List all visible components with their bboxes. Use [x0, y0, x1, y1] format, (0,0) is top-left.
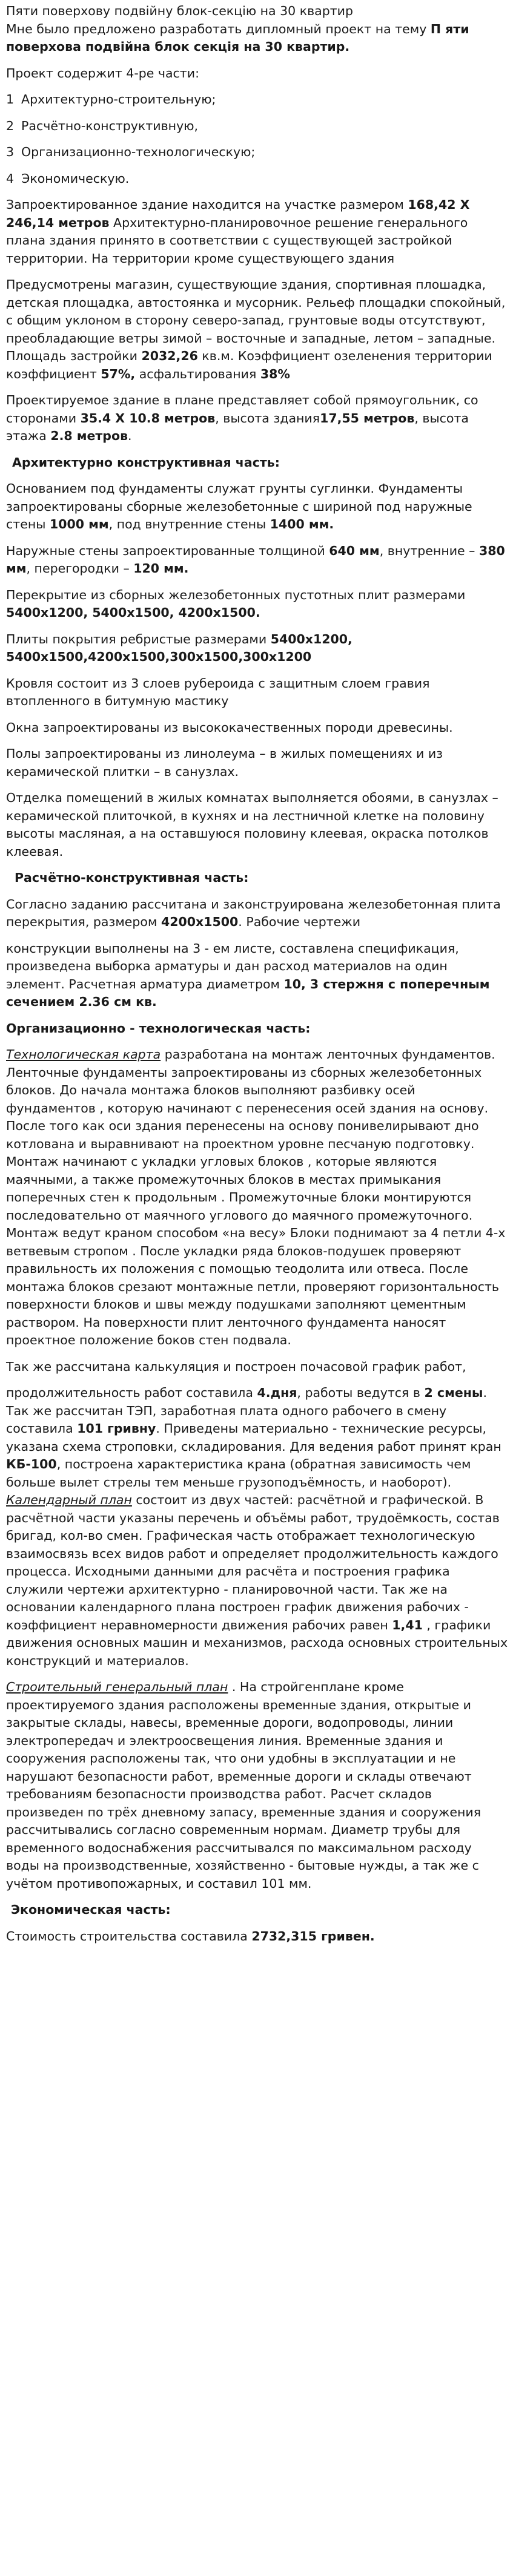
built-area-value: 2032,26: [141, 349, 198, 363]
arch-paragraph-7: Полы запроектированы из линолеума – в жилых помещениях и из керамической плитки – в санузлах.: [6, 746, 443, 779]
text-run: асфальтирования: [135, 366, 260, 381]
duration-value: 4.дня: [257, 1385, 297, 1400]
text-run: , высота здания: [215, 410, 320, 426]
text-run: Предусмотрены магазин, существующие здания, спортивная плошадка, детская площадка, автостоянка и мусорник. Рельеф площадки спокойный, с общим уклоном в сторону северо-запад, грунтовые воды отсутствуют, преобладающие ветры зимой – восточные и западные, летом – западные. Площадь застройки: [6, 277, 506, 363]
site-paragraph-2: [6, 276, 508, 383]
section-heading-calculation: Расчётно-конструктивная часть:: [15, 870, 249, 885]
intro-topic-bold: П яти поверхова подвійна блок секція на 30 квартир.: [6, 21, 469, 54]
arch-paragraph-1: [6, 480, 508, 534]
parts-list-label: Организационно-технологическую;: [21, 145, 256, 159]
parts-list-item: [6, 117, 508, 136]
intro-topic-text: Мне было предложено разработать дипломный проект на тему: [6, 21, 431, 36]
text-run: . На стройгенплане кроме проектируемого здания расположены временные здания, открытые и закрытые склады, навесы, временные дороги, водопроводы, линии электропередач и электроосвещения линия. Временные здания и сооружения расположены так, что они удобны в эксплуатации и не нарушают безопасности работ, временные дороги и склады отвечают требованиям безопасности производства работ. Расчет складов произведен по трёх дневному запасу, временные здания и сооружения рассчитывались согласно современным нормам. Диаметр трубы для временного водоснабжения рассчитывался по максимальном расходу воды на производственные, хозяйственно - бытовые нужды, а так же с учётом противопожарных, и составил 101 мм.: [6, 1680, 482, 1891]
parts-list-num: 3: [6, 145, 15, 159]
parts-list: [6, 91, 508, 188]
inner-wall-thickness: 380 мм: [6, 543, 505, 576]
text-run: состоит из двух частей: расчётной и графической. В расчётной части указаны перечень и объёмы работ, трудоёмкость, состав бригад, кол-во смен. Графическая часть отображает технологическую взаимосвязь всех видов работ и определяет продолжительность каждого процесса. Исходными данными для расчёта и построения графика служили чертежи архитектурно - планировочной части. Так же на основании календарного плана построен график движения рабочих - коэффициент неравномерности движения рабочих равен: [6, 1493, 500, 1632]
outer-wall-thickness: 640 мм: [329, 543, 380, 558]
text-run: кв.м. Коэффициент озеленения территории коэффициент: [6, 349, 492, 381]
section-heading-organization: Организационно - технологическая часть:: [6, 1020, 311, 1036]
section-heading-architecture: Архитектурно конструктивная часть:: [12, 455, 280, 470]
shifts-value: 2 смены: [424, 1385, 483, 1400]
arch-paragraph-5: Кровля состоит из 3 слоев рубероида с защитным слоем гравия втопленного в битумную мастику: [6, 675, 430, 708]
text-run: Основанием под фундаменты служат грунты суглинки. Фундаменты запроектированы сборные железобетонные с шириной под наружные стены: [6, 481, 472, 531]
site-paragraph-1: [6, 196, 508, 268]
partition-thickness: 120 мм.: [133, 561, 189, 576]
unevenness-coefficient: 1,41: [392, 1617, 423, 1632]
text-run: разработана на монтаж ленточных фундаментов. Ленточные фундаменты запроектированы из сборных железобетонных блоков. До начала монтажа блоков выполняют разбивку осей фундаментов , которую начинают с перенесения осей здания на основу. После того как оси здания перенесены на основу понивелирывают дно котлована и выравнивают на проектном уровне песчаную подготовку. Монтаж начинают с укладки угловых блоков , которые являются маячными, а также промежуточных блоков в местах примыкания поперечных стен к продольным . Промежуточные блоки монтируются последовательно от маячного углового до маячного промежуточного. Монтаж ведут краном способом «на весу» Блоки поднимают за 4 петли 4-х ветвевым стропом . После укладки ряда блоков-подушек проверяют правильность их положения с помощью теодолита или отвеса. После монтажа блоков срезают монтажные петли, проверяют горизонтальность поверхности блоков и швы между подушками заполняют цементным раствором. На поверхности плит ленточного фундамента наносят проектное положение боков стен подвала.: [6, 1047, 506, 1347]
text-run: . Так же рассчитан ТЭП, заработная плата одного рабочего в смену составила: [6, 1385, 487, 1436]
calc-paragraph-1: [6, 896, 508, 932]
arch-paragraph-6: Окна запроектированы из высококачественных породи древесины.: [6, 720, 453, 735]
org-paragraph-4: [6, 1678, 508, 1893]
arch-paragraph-3: [6, 586, 508, 622]
text-run: , высота этажа: [6, 410, 469, 443]
site-plan-term: Строительный генеральный план: [6, 1680, 228, 1694]
text-run: . Рабочие чертежи: [238, 915, 361, 929]
parts-list-item: [6, 143, 508, 162]
parts-list-num: 2: [6, 118, 15, 133]
text-run: конструкции выполнены на 3 - ем листе, составлена спецификация, произведена выборка арматуры и дан расход материалов на один элемент. Расчетная арматура диаметром: [6, 941, 459, 991]
asphalt-value: 38%: [260, 366, 290, 381]
org-paragraph-2: Так же рассчитана калькуляция и построен почасовой график работ,: [6, 1359, 466, 1374]
greening-value: 57%,: [101, 366, 136, 381]
construction-cost-value: 2732,315 гривен.: [251, 1928, 375, 1944]
slab-sizes: 5400х1200, 5400х1500, 4200х1500.: [6, 605, 260, 620]
text-run: , работы ведутся в: [297, 1385, 425, 1400]
text-run: Архитектурно-планировочное решение генерального плана здания принято в соответствии с существующей застройкой территории. На территории кроме существующего здания: [6, 215, 468, 266]
text-run: Наружные стены запроектированные толщиной: [6, 543, 329, 558]
crane-model: КБ-100: [6, 1457, 57, 1471]
parts-list-num: 4: [6, 171, 15, 186]
org-paragraph-3: [6, 1384, 508, 1670]
text-run: Запроектированное здание находится на участке размером: [6, 197, 408, 212]
parts-list-num: 1: [6, 92, 15, 107]
site-size-value: 168,42 Х 246,14 метров: [6, 197, 470, 230]
parts-list-item: [6, 170, 508, 188]
text-run: Плиты покрытия ребристые размерами: [6, 631, 271, 646]
text-run: , построена характеристика крана (обратная зависимость чем больше вылет стрелы тем меньше грузоподъёмность, и наоборот).: [6, 1457, 471, 1490]
outer-foundation-width: 1000 мм: [49, 517, 109, 531]
arch-paragraph-2: [6, 542, 508, 578]
text-run: , графики движения основных машин и механизмов, расхода основных строительных конструкций и материалов.: [6, 1617, 508, 1668]
building-height-value: 17,55 метров: [320, 410, 415, 426]
text-run: . Приведены материально - технические ресурсы, указана схема строповки, складирования. Для ведения работ принят кран: [6, 1421, 501, 1454]
parts-list-item: [6, 91, 508, 109]
title-line: Пяти поверхову подвійну блок-секцію на 30 квартир: [6, 4, 354, 18]
rebar-value: 10, 3 стержня с поперечным сечением 2.36 см кв.: [6, 976, 490, 1009]
parts-list-label: Расчётно-конструктивную,: [21, 118, 198, 133]
text-run: продолжительность работ составила: [6, 1385, 257, 1400]
econ-paragraph-1: [6, 1928, 508, 1946]
parts-list-label: Экономическую.: [21, 171, 130, 186]
intro-topic: [6, 21, 508, 56]
tech-card-term: Технологическая карта: [6, 1047, 161, 1062]
arch-paragraph-4: [6, 631, 508, 666]
site-paragraph-3: [6, 392, 508, 445]
roof-slab-sizes: 5400х1200, 5400х1500,4200х1500,300х1500,300х1200: [6, 631, 352, 664]
arch-paragraph-8: Отделка помещений в жилых комнатах выполняется обоями, в санузлах – керамической плиточкой, в кухнях и на лестничной клетке на половину высоты масляная, а на оставшуюся половину клеевая, окраска потолков клеевая.: [6, 790, 498, 859]
org-paragraph-1: [6, 1046, 508, 1350]
building-dimensions-value: 35.4 Х 10.8 метров: [80, 410, 216, 426]
text-run: .: [128, 429, 132, 443]
section-heading-economics: Экономическая часть:: [11, 1902, 171, 1917]
intro-parts-lead: Проект содержит 4-ре части:: [6, 65, 199, 80]
text-run: , перегородки –: [26, 561, 134, 576]
calendar-plan-term: Календарный план: [6, 1493, 132, 1507]
text-run: Проектируемое здание в плане представляет собой прямоугольник, со сторонами: [6, 393, 478, 426]
inner-foundation-width: 1400 мм.: [270, 517, 334, 531]
text-run: Стоимость строительства составила: [6, 1928, 252, 1944]
parts-list-label: Архитектурно-строительную;: [21, 92, 216, 107]
wage-value: 101 гривну: [77, 1421, 156, 1436]
text-run: , внутренние –: [379, 543, 479, 558]
text-run: , под внутренние стены: [108, 517, 270, 531]
text-run: Перекрытие из сборных железобетонных пустотных плит размерами: [6, 587, 466, 602]
text-run: Согласно заданию рассчитана и законструирована железобетонная плита перекрытия, размером: [6, 896, 501, 929]
calc-paragraph-2: [6, 940, 508, 1011]
floor-height-value: 2.8 метров: [50, 429, 128, 443]
slab-size-value: 4200х1500: [161, 915, 239, 929]
